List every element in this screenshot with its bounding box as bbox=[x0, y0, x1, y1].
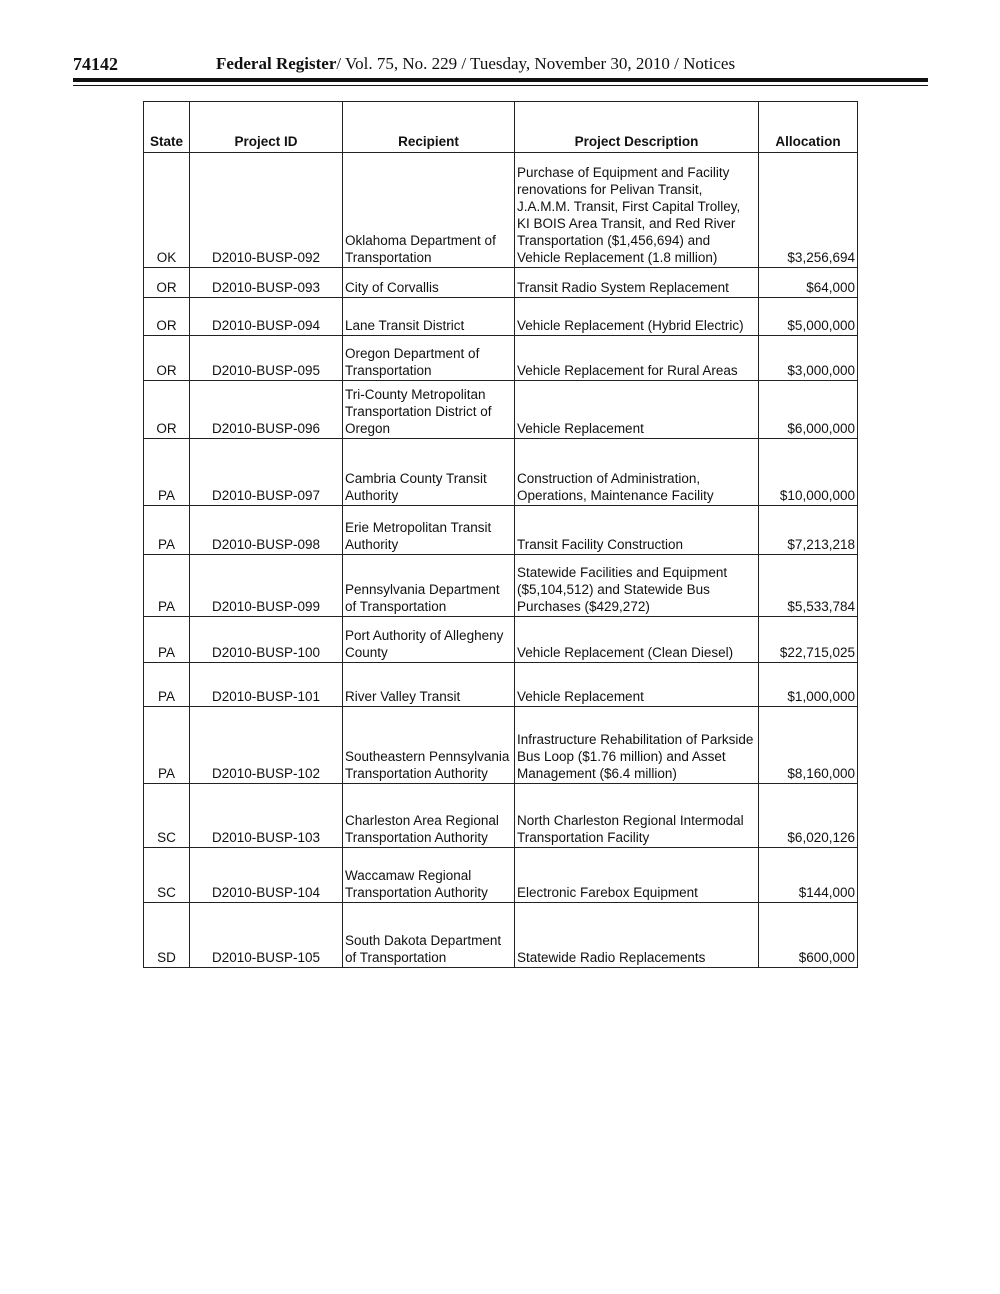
cell-allocation: $144,000 bbox=[759, 848, 858, 903]
cell-recipient: Port Authority of Allegheny County bbox=[343, 617, 515, 663]
cell-state: PA bbox=[144, 506, 190, 555]
cell-project-id: D2010-BUSP-099 bbox=[190, 555, 343, 617]
cell-project-id: D2010-BUSP-092 bbox=[190, 153, 343, 268]
cell-allocation: $10,000,000 bbox=[759, 439, 858, 506]
cell-allocation: $6,000,000 bbox=[759, 381, 858, 439]
table-row bbox=[144, 555, 858, 617]
cell-allocation: $7,213,218 bbox=[759, 506, 858, 555]
cell-state: OR bbox=[144, 381, 190, 439]
cell-project-id: D2010-BUSP-101 bbox=[190, 663, 343, 707]
cell-state: OR bbox=[144, 336, 190, 381]
cell-recipient: Oregon Department of Transportation bbox=[343, 336, 515, 381]
cell-description: Infrastructure Rehabilitation of Parkside Bus Loop ($1.76 million) and Asset Management ($6.4 million) bbox=[515, 707, 759, 784]
cell-state: OR bbox=[144, 298, 190, 336]
page-header bbox=[73, 52, 928, 78]
cell-state: PA bbox=[144, 555, 190, 617]
column-header-allocation: Allocation bbox=[759, 102, 858, 153]
cell-project-id: D2010-BUSP-103 bbox=[190, 784, 343, 848]
table-row bbox=[144, 506, 858, 555]
table-row bbox=[144, 153, 858, 268]
cell-description: Construction of Administration, Operations, Maintenance Facility bbox=[515, 439, 759, 506]
column-header-description: Project Description bbox=[515, 102, 759, 153]
header-rule-thick bbox=[73, 78, 928, 82]
cell-state: OK bbox=[144, 153, 190, 268]
table-row bbox=[144, 903, 858, 968]
cell-description: Transit Facility Construction bbox=[515, 506, 759, 555]
cell-project-id: D2010-BUSP-097 bbox=[190, 439, 343, 506]
table-row bbox=[144, 848, 858, 903]
cell-description: Vehicle Replacement for Rural Areas bbox=[515, 336, 759, 381]
table-row bbox=[144, 336, 858, 381]
cell-project-id: D2010-BUSP-105 bbox=[190, 903, 343, 968]
cell-state: OR bbox=[144, 268, 190, 298]
cell-description: Purchase of Equipment and Facility renovations for Pelivan Transit, J.A.M.M. Transit, First Capital Trolley, KI BOIS Area Transit, and Red River Transportation ($1,456,694) and Vehicle Replacement (1.8 million) bbox=[515, 153, 759, 268]
cell-recipient: Southeastern Pennsylvania Transportation Authority bbox=[343, 707, 515, 784]
column-header-project-id: Project ID bbox=[190, 102, 343, 153]
cell-state: SC bbox=[144, 848, 190, 903]
publication-name: Federal Register bbox=[216, 54, 337, 73]
column-header-state: State bbox=[144, 102, 190, 153]
cell-state: PA bbox=[144, 663, 190, 707]
cell-allocation: $3,256,694 bbox=[759, 153, 858, 268]
cell-project-id: D2010-BUSP-093 bbox=[190, 268, 343, 298]
cell-recipient: Tri-County Metropolitan Transportation District of Oregon bbox=[343, 381, 515, 439]
cell-description: Vehicle Replacement (Hybrid Electric) bbox=[515, 298, 759, 336]
cell-description: Statewide Facilities and Equipment ($5,104,512) and Statewide Bus Purchases ($429,272) bbox=[515, 555, 759, 617]
cell-recipient: Cambria County Transit Authority bbox=[343, 439, 515, 506]
cell-project-id: D2010-BUSP-102 bbox=[190, 707, 343, 784]
table-header-row bbox=[144, 102, 858, 153]
cell-allocation: $1,000,000 bbox=[759, 663, 858, 707]
table-row bbox=[144, 268, 858, 298]
cell-allocation: $6,020,126 bbox=[759, 784, 858, 848]
cell-allocation: $600,000 bbox=[759, 903, 858, 968]
cell-project-id: D2010-BUSP-098 bbox=[190, 506, 343, 555]
cell-recipient: Oklahoma Department of Transportation bbox=[343, 153, 515, 268]
cell-allocation: $5,533,784 bbox=[759, 555, 858, 617]
cell-allocation: $5,000,000 bbox=[759, 298, 858, 336]
allocation-table bbox=[143, 101, 858, 968]
cell-recipient: Erie Metropolitan Transit Authority bbox=[343, 506, 515, 555]
cell-project-id: D2010-BUSP-095 bbox=[190, 336, 343, 381]
cell-description: Statewide Radio Replacements bbox=[515, 903, 759, 968]
cell-state: PA bbox=[144, 439, 190, 506]
cell-recipient: Pennsylvania Department of Transportation bbox=[343, 555, 515, 617]
cell-recipient: City of Corvallis bbox=[343, 268, 515, 298]
cell-state: PA bbox=[144, 617, 190, 663]
cell-allocation: $64,000 bbox=[759, 268, 858, 298]
cell-recipient: Charleston Area Regional Transportation Authority bbox=[343, 784, 515, 848]
header-rule-thin bbox=[73, 85, 928, 86]
cell-description: Vehicle Replacement bbox=[515, 381, 759, 439]
cell-recipient: River Valley Transit bbox=[343, 663, 515, 707]
cell-project-id: D2010-BUSP-094 bbox=[190, 298, 343, 336]
cell-state: PA bbox=[144, 707, 190, 784]
cell-project-id: D2010-BUSP-096 bbox=[190, 381, 343, 439]
cell-allocation: $8,160,000 bbox=[759, 707, 858, 784]
cell-project-id: D2010-BUSP-104 bbox=[190, 848, 343, 903]
cell-allocation: $22,715,025 bbox=[759, 617, 858, 663]
cell-recipient: Waccamaw Regional Transportation Authority bbox=[343, 848, 515, 903]
issue-details: / Vol. 75, No. 229 / Tuesday, November 30, 2010 / Notices bbox=[336, 54, 736, 73]
cell-state: SD bbox=[144, 903, 190, 968]
column-header-recipient: Recipient bbox=[343, 102, 515, 153]
cell-project-id: D2010-BUSP-100 bbox=[190, 617, 343, 663]
table-row bbox=[144, 663, 858, 707]
cell-description: Vehicle Replacement (Clean Diesel) bbox=[515, 617, 759, 663]
cell-description: Electronic Farebox Equipment bbox=[515, 848, 759, 903]
cell-state: SC bbox=[144, 784, 190, 848]
cell-recipient: South Dakota Department of Transportation bbox=[343, 903, 515, 968]
cell-description: North Charleston Regional Intermodal Transportation Facility bbox=[515, 784, 759, 848]
table-row bbox=[144, 784, 858, 848]
page-number: 74142 bbox=[73, 54, 118, 74]
table-row bbox=[144, 617, 858, 663]
table-row bbox=[144, 381, 858, 439]
table-row bbox=[144, 707, 858, 784]
cell-recipient: Lane Transit District bbox=[343, 298, 515, 336]
cell-description: Vehicle Replacement bbox=[515, 663, 759, 707]
table-row bbox=[144, 439, 858, 506]
cell-allocation: $3,000,000 bbox=[759, 336, 858, 381]
running-head bbox=[216, 54, 735, 74]
table-row bbox=[144, 298, 858, 336]
cell-description: Transit Radio System Replacement bbox=[515, 268, 759, 298]
